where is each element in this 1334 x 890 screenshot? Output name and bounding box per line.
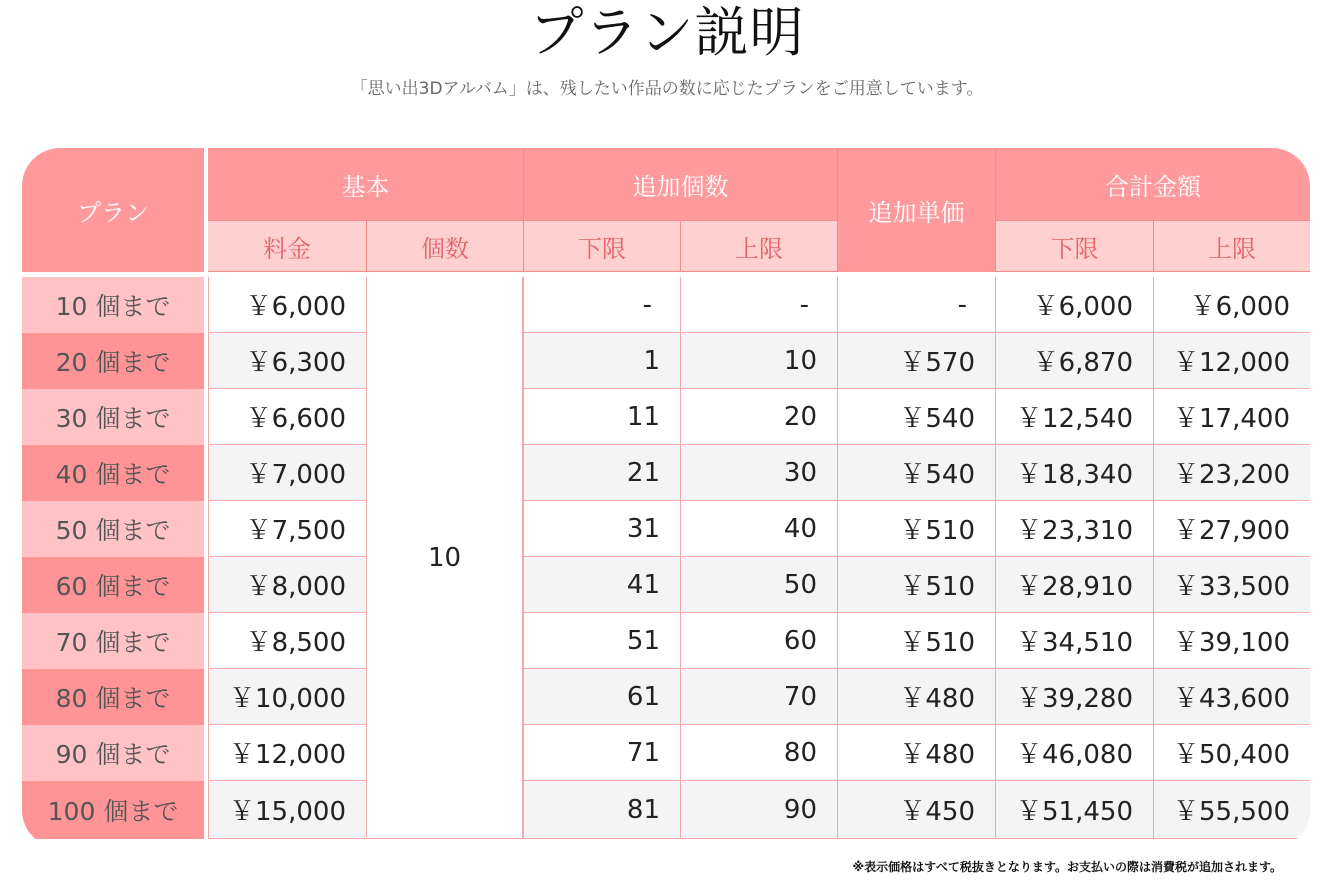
extra-upper: 10: [680, 333, 837, 389]
plan-label: 90 個まで: [22, 725, 208, 781]
extra-upper: 50: [680, 557, 837, 613]
unit-price: ￥540: [837, 445, 995, 501]
table-row: [22, 557, 1310, 613]
plan-table-container: [22, 148, 1310, 848]
table-row: [22, 613, 1310, 669]
total-lower: ￥46,080: [995, 725, 1153, 781]
total-upper: ￥12,000: [1153, 333, 1310, 389]
extra-lower: 51: [523, 613, 680, 669]
total-upper: ￥33,500: [1153, 557, 1310, 613]
table-row: [22, 277, 1310, 333]
total-lower: ￥6,870: [995, 333, 1153, 389]
base-fee: ￥6,300: [208, 333, 366, 389]
extra-lower: 31: [523, 501, 680, 557]
unit-price: ￥570: [837, 333, 995, 389]
total-upper: ￥6,000: [1153, 277, 1310, 333]
unit-price: ￥510: [837, 501, 995, 557]
page-subtitle: 「思い出3Dアルバム」は、残したい作品の数に応じたプランをご用意しています。: [350, 79, 984, 99]
total-lower: ￥28,910: [995, 557, 1153, 613]
table-row: [22, 725, 1310, 781]
extra-upper: 30: [680, 445, 837, 501]
total-upper: ￥50,400: [1153, 725, 1310, 781]
header-unit-price: 追加単価: [837, 148, 995, 272]
extra-upper: 60: [680, 613, 837, 669]
table-row: [22, 501, 1310, 557]
base-fee: ￥7,000: [208, 445, 366, 501]
extra-lower: 1: [523, 333, 680, 389]
page-title: プラン説明: [529, 1, 805, 64]
extra-upper: -: [680, 277, 837, 333]
total-upper: ￥23,200: [1153, 445, 1310, 501]
unit-price: ￥540: [837, 389, 995, 445]
table-row: [22, 781, 1310, 839]
unit-price: ￥480: [837, 725, 995, 781]
extra-lower: 71: [523, 725, 680, 781]
total-lower: ￥12,540: [995, 389, 1153, 445]
header-total-upper: 上限: [1153, 220, 1310, 272]
extra-lower: 61: [523, 669, 680, 725]
total-lower: ￥39,280: [995, 669, 1153, 725]
total-upper: ￥27,900: [1153, 501, 1310, 557]
table-row: [22, 389, 1310, 445]
plan-table-body: [22, 272, 1310, 839]
base-fee: ￥12,000: [208, 725, 366, 781]
header-extra-lower: 下限: [523, 220, 680, 272]
extra-lower: 21: [523, 445, 680, 501]
total-upper: ￥55,500: [1153, 781, 1310, 839]
base-count-value: 10: [366, 277, 523, 839]
extra-upper: 80: [680, 725, 837, 781]
plan-label: 30 個まで: [22, 389, 208, 445]
total-lower: ￥51,450: [995, 781, 1153, 839]
base-fee: ￥6,600: [208, 389, 366, 445]
header-extra-count: 追加個数: [523, 148, 837, 220]
total-upper: ￥43,600: [1153, 669, 1310, 725]
extra-lower: 81: [523, 781, 680, 839]
extra-lower: -: [523, 277, 680, 333]
header-total-lower: 下限: [995, 220, 1153, 272]
total-upper: ￥17,400: [1153, 389, 1310, 445]
base-fee: ￥15,000: [208, 781, 366, 839]
plan-label: 20 個まで: [22, 333, 208, 389]
table-row: [22, 445, 1310, 501]
total-lower: ￥34,510: [995, 613, 1153, 669]
table-row: [22, 333, 1310, 389]
plan-label: 80 個まで: [22, 669, 208, 725]
extra-upper: 40: [680, 501, 837, 557]
plan-label: 100 個まで: [22, 781, 208, 839]
header-extra-upper: 上限: [680, 220, 837, 272]
unit-price: ￥480: [837, 669, 995, 725]
plan-label: 60 個まで: [22, 557, 208, 613]
unit-price: -: [837, 277, 995, 333]
extra-lower: 11: [523, 389, 680, 445]
plan-label: 40 個まで: [22, 445, 208, 501]
header-base-count: 個数: [366, 220, 523, 272]
plan-table: [22, 148, 1310, 839]
base-fee: ￥8,500: [208, 613, 366, 669]
base-fee: ￥6,000: [208, 277, 366, 333]
unit-price: ￥510: [837, 557, 995, 613]
total-lower: ￥23,310: [995, 501, 1153, 557]
base-fee: ￥7,500: [208, 501, 366, 557]
plan-label: 70 個まで: [22, 613, 208, 669]
extra-lower: 41: [523, 557, 680, 613]
tax-footnote: ※表示価格はすべて税抜きとなります。お支払いの際は消費税が追加されます。: [852, 860, 1282, 874]
total-lower: ￥18,340: [995, 445, 1153, 501]
base-fee: ￥8,000: [208, 557, 366, 613]
header-base: 基本: [208, 148, 523, 220]
header-plan: プラン: [22, 148, 208, 272]
plan-label: 10 個まで: [22, 277, 208, 333]
extra-upper: 70: [680, 669, 837, 725]
plan-label: 50 個まで: [22, 501, 208, 557]
header-total: 合計金額: [995, 148, 1310, 220]
unit-price: ￥450: [837, 781, 995, 839]
base-fee: ￥10,000: [208, 669, 366, 725]
table-row: [22, 669, 1310, 725]
total-upper: ￥39,100: [1153, 613, 1310, 669]
header-base-fee: 料金: [208, 220, 366, 272]
extra-upper: 20: [680, 389, 837, 445]
unit-price: ￥510: [837, 613, 995, 669]
extra-upper: 90: [680, 781, 837, 839]
total-lower: ￥6,000: [995, 277, 1153, 333]
